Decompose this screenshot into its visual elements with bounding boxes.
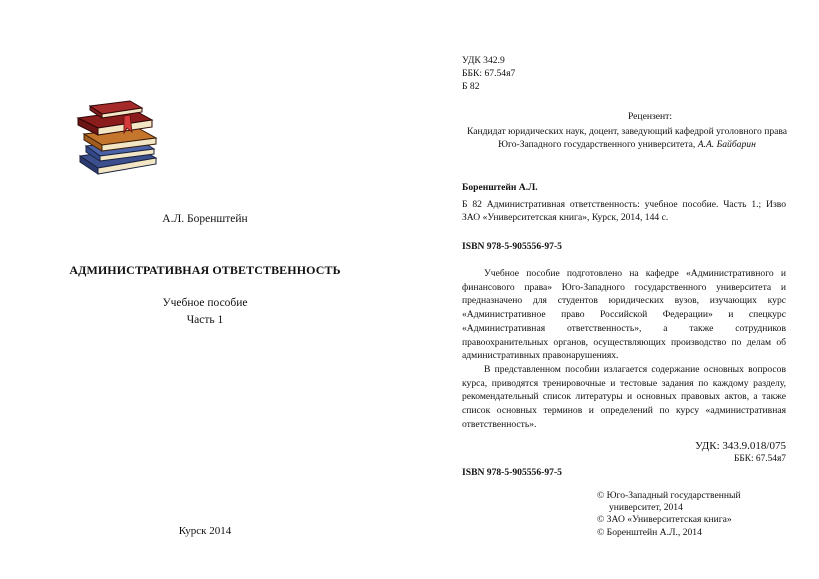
abstract-paragraph-2: В представленном пособии излагается содержание основных вопросов курса, приводятся тренировочные и тестовые задания по каждому разделу, рекомендательный список литературы и основных правовых актов, а также список основных терминов и определений по курсу «административная ответственность». (462, 363, 786, 430)
copyright-publisher: © ЗАО «Университетская книга» (597, 514, 732, 526)
author-mark: Б 82 (462, 81, 480, 92)
reviewer-label: Рецензент: (627, 111, 673, 122)
imprint-place-year: Курск 2014 (178, 525, 232, 537)
author-name: А.Л. Боренштейн (162, 213, 248, 225)
isbn-top: ISBN 978-5-905556-97-5 (462, 241, 562, 252)
udk-code: УДК 342.9 (462, 55, 505, 66)
abstract-paragraph-1: Учебное пособие подготовлено на кафедре «Административного и финансового права» Юго-Западного государственного университета и предназначено для студентов юридических вузов, изучающих курс «Административное право Российской Федерации» и спецкурс «Административная ответственность», а также сотрудников правоохранительных органов, осуществляющих производство по делам об административных правонарушениях. (462, 268, 786, 362)
book-title: АДМИНИСТРАТИВНАЯ ОТВЕТСТВЕННОСТЬ (69, 263, 341, 277)
author-heading: Боренштейн А.Л. (462, 182, 538, 193)
reviewer-description: Кандидат юридических наук, доцент, заведующий кафедрой уголовного права Юго-Западного государственного университета, (466, 126, 788, 151)
bbk-code-bottom: ББК: 67.54я7 (733, 454, 786, 464)
book-type: Учебное пособие (162, 297, 248, 309)
udk-code-bottom: УДК: 343.9.018/075 (695, 440, 786, 452)
reviewer-info (462, 125, 792, 152)
abstract (462, 267, 786, 431)
copyright-block (597, 490, 787, 539)
book-part: Часть 1 (186, 314, 224, 326)
bbk-code: ББК: 67.54я7 (462, 68, 516, 79)
stack-of-books-icon (60, 96, 170, 178)
copyright-author: © Боренштейн А.Л., 2014 (597, 526, 702, 538)
isbn-bottom: ISBN 978-5-905556-97-5 (462, 467, 562, 478)
right-page (410, 0, 819, 579)
bibliographic-record: Б 82 Административная ответственность: учебное пособие. Часть 1.; Изво ЗАО «Университетская книга», Курск, 2014, 144 с. (462, 199, 786, 224)
reviewer-name: А.А. Байбарин (697, 139, 756, 151)
copyright-university-cont: университет, 2014 (609, 502, 683, 514)
copyright-university: © Юго-Западный государственный (597, 490, 741, 501)
